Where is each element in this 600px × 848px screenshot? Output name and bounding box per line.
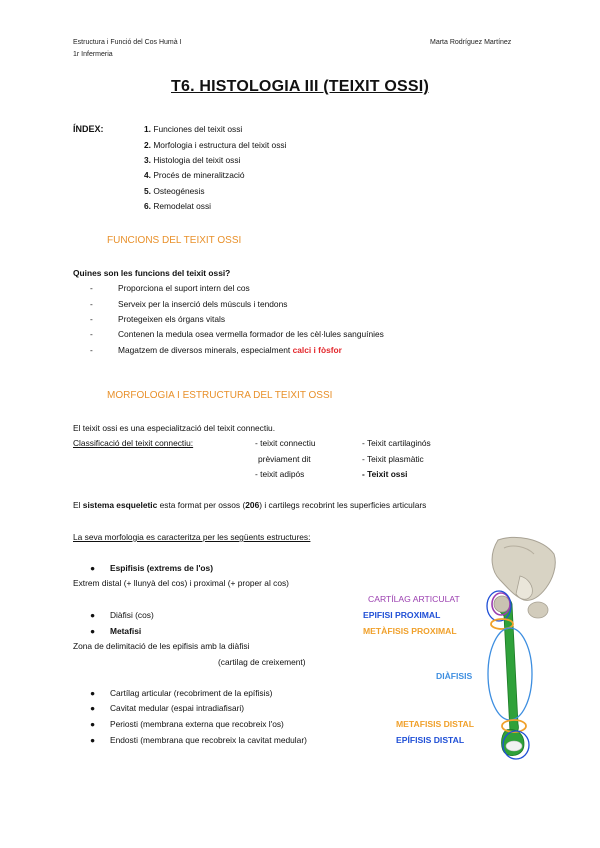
list-item: - Proporciona el suport intern del cos — [90, 283, 250, 293]
classification-label: Classificació del teixit connectiu: — [73, 438, 194, 448]
list-item: ● Periosti (membrana externa que recobreix l'os) — [90, 719, 284, 729]
class-col1-item: - teixit connectiu — [255, 438, 316, 448]
class-col2-item: - Teixit plasmàtic — [362, 454, 424, 464]
functions-question: Quines son les funcions del teixit ossi? — [73, 268, 231, 278]
class-col2-item: - Teixit cartilaginós — [362, 438, 431, 448]
cartilag-text: (cartilag de creixement) — [218, 657, 306, 667]
zona-text: Zona de delimitació de les epifisis amb la diàfisi — [73, 641, 250, 651]
extrem-text: Extrem distal (+ llunyà del cos) i proximal (+ proper al cos) — [73, 578, 289, 588]
list-item: ● Diàfisi (cos) — [90, 610, 154, 620]
functions-heading: FUNCIONS DEL TEIXIT OSSI — [107, 235, 242, 246]
list-item: - Contenen la medula osea vermella formador de les cèl·lules sanguínies — [90, 329, 384, 339]
index-label: ÍNDEX: — [73, 124, 104, 134]
index-item: 3. Histologia del teixit ossi — [144, 155, 241, 165]
list-item: ● Cartílag articular (recobriment de la epífisis) — [90, 688, 273, 698]
index-item: 4. Procés de mineralització — [144, 170, 245, 180]
structures-label: La seva morfologia es caracteritza per les següents estructures: — [73, 532, 311, 542]
header-subject: Estructura i Funció del Cos Humà I — [73, 39, 182, 46]
class-col1-item: prèviament dit — [258, 454, 311, 464]
label-metafisis-proximal: METÀFISIS PROXIMAL — [363, 626, 457, 636]
list-item: - Magatzem de diversos minerals, especialment calci i fòsfor — [90, 345, 342, 355]
label-epifisis-distal: EPÍFISIS DISTAL — [396, 735, 465, 745]
list-item: ● Cavitat medular (espai intradiafisari) — [90, 703, 245, 713]
index-item: 6. Remodelat ossi — [144, 201, 212, 211]
label-cartilag-articulat: CARTÍLAG ARTICULAT — [368, 594, 460, 604]
list-item: - Serveix per la inserció dels músculs i tendons — [90, 299, 288, 309]
list-item: - Protegeixen els órgans vitals — [90, 314, 226, 324]
index-item: 2. Morfologia i estructura del teixit ossi — [144, 140, 287, 150]
index-item: 1. Funciones del teixit ossi — [144, 124, 243, 134]
morphology-heading: MORFOLOGIA I ESTRUCTURA DEL TEIXIT OSSI — [107, 390, 333, 401]
femur-illustration — [480, 536, 560, 772]
label-epifisi-proximal: EPIFISI PROXIMAL — [363, 610, 441, 620]
class-col1-item: - teixit adipós — [255, 469, 305, 479]
index-item: 5. Osteogénesis — [144, 186, 205, 196]
morphology-intro: El teixit ossi es una especialització del teixit connectiu. — [73, 423, 276, 433]
highlight-text: calci i fòsfor — [292, 345, 342, 355]
header-author: Marta Rodríguez Martínez — [430, 39, 512, 46]
class-col2-item: - Teixit ossi — [362, 469, 408, 479]
list-item: ● Metafisi — [90, 626, 142, 636]
label-diafisis: DIÀFISIS — [436, 671, 473, 681]
list-item: ● Espifisis (extrems de l'os) — [90, 563, 213, 573]
skeleton-sentence: El sistema esqueletic esta format per ossos (206) i cartilegs recobrint les superficies articulars — [73, 500, 427, 510]
label-metafisis-distal: METAFISIS DISTAL — [396, 719, 474, 729]
list-item: ● Endosti (membrana que recobreix la cavitat medular) — [90, 735, 307, 745]
header-course: 1r Infermeria — [73, 51, 113, 58]
page-title: T6. HISTOLOGIA III (TEIXIT OSSI) — [171, 78, 429, 95]
